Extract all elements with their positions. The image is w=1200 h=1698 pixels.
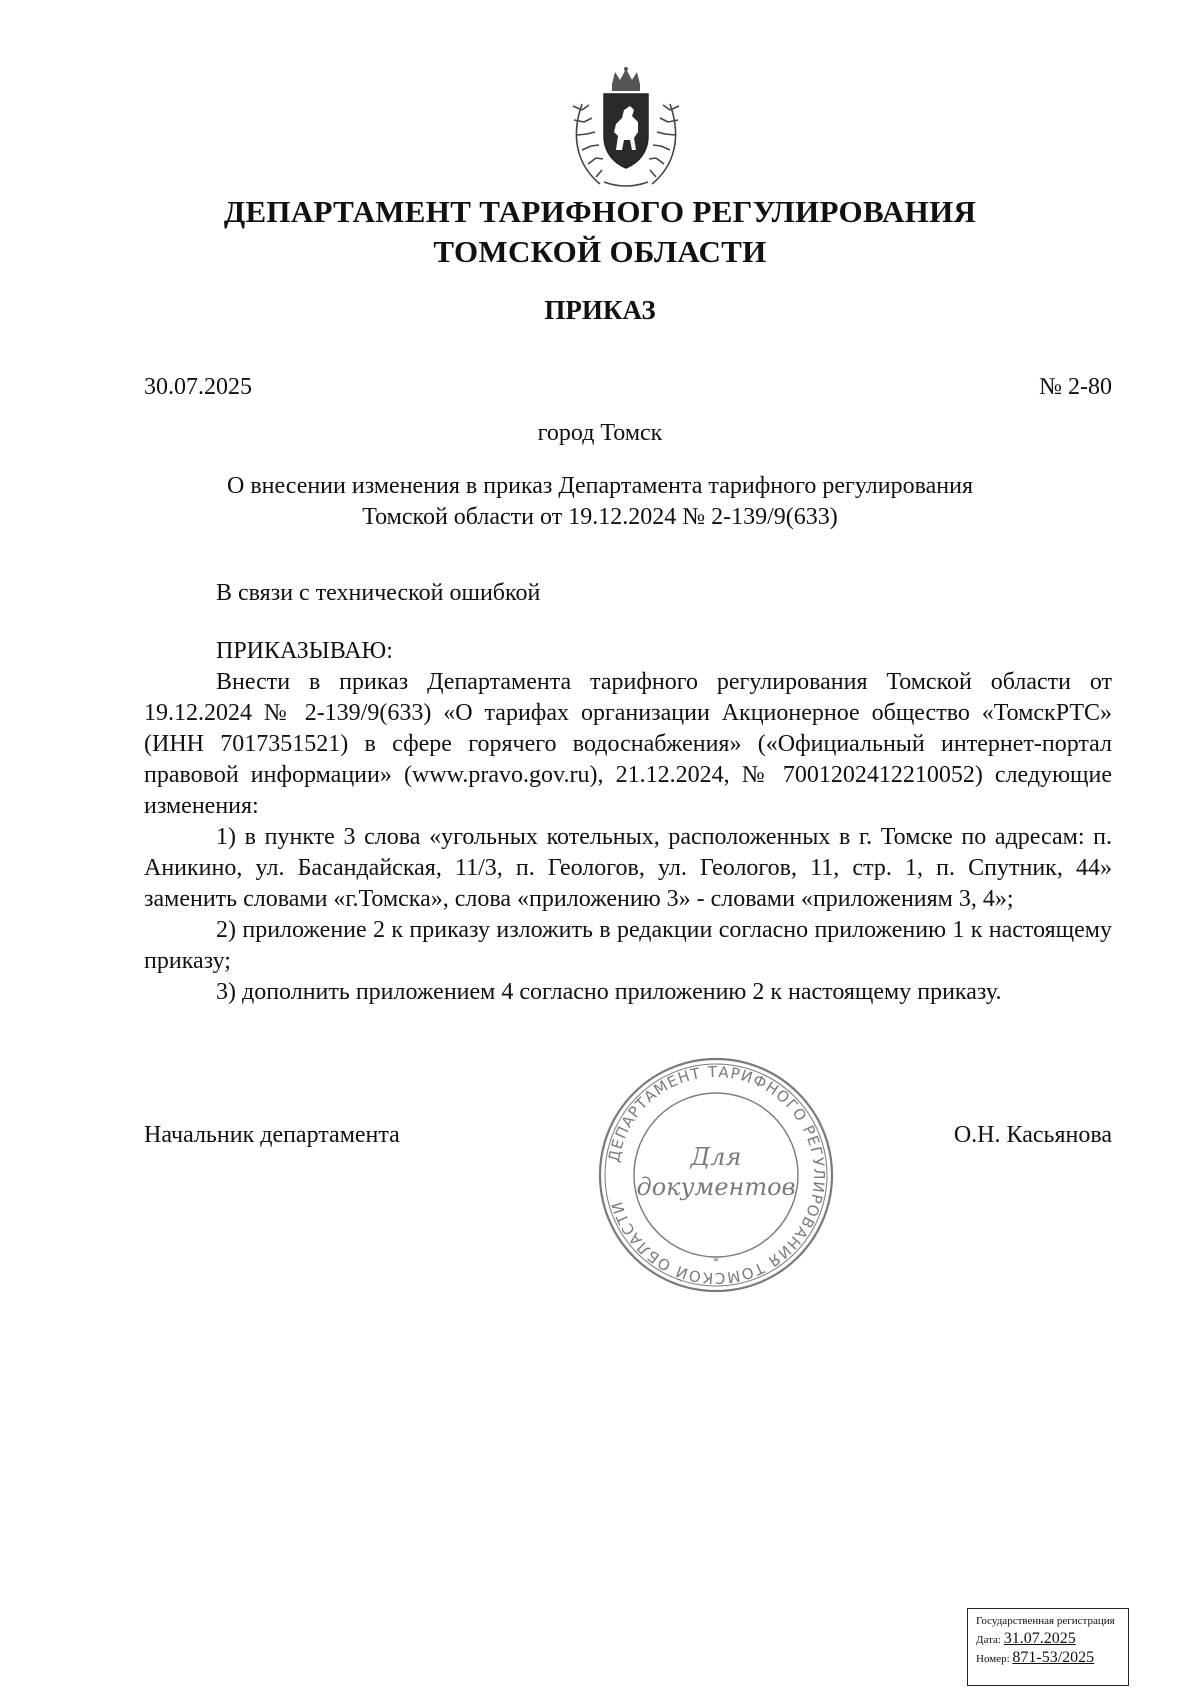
order-basis: В связи с технической ошибкой	[216, 580, 541, 606]
registration-box	[967, 1608, 1129, 1686]
stamp-center-line1: Для	[690, 1143, 742, 1171]
department-title-line1: ДЕПАРТАМЕНТ ТАРИФНОГО РЕГУЛИРОВАНИЯ	[223, 194, 977, 229]
order-number: № 2-80	[1039, 374, 1112, 400]
official-stamp	[596, 1055, 836, 1295]
registration-title: Государственная регистрация	[976, 1615, 1115, 1627]
order-subject-line2: Томской области от 19.12.2024 № 2-139/9(633)	[362, 504, 838, 530]
registration-number-row	[976, 1651, 1120, 1666]
tomsk-oblast-coat-of-arms-icon	[560, 66, 692, 194]
order-date: 30.07.2025	[144, 374, 252, 400]
order-city: город Томск	[537, 420, 663, 446]
signer-role: Начальник департамента	[144, 1122, 400, 1148]
signer-name: О.Н. Касьянова	[953, 1122, 1112, 1148]
registration-number-value: 871-53/2025	[1012, 1649, 1095, 1666]
order-paragraph: 1) в пункте 3 слова «угольных котельных, расположенных в г. Томске по адресам: п. Аникино, ул. Басандайская, 11/3, п. Геологов, ул. Геологов, 11, стр. 1, п. Спутник, 44» заменить словами «г.Томска», слова «приложению 3» - словами «приложениям 3, 4»;	[144, 824, 1112, 912]
order-paragraph: 2) приложение 2 к приказу изложить в редакции согласно приложению 1 к настоящему приказу;	[144, 917, 1112, 974]
stamp-ring-text: ДЕПАРТАМЕНТ ТАРИФНОГО РЕГУЛИРОВАНИЯ ТОМСКОЙ ОБЛАСТИ	[604, 1062, 829, 1288]
registration-number-label: Номер:	[976, 1653, 1010, 1665]
order-paragraph: 3) дополнить приложением 4 согласно приложению 2 к настоящему приказу.	[216, 979, 1002, 1005]
registration-date-label: Дата:	[976, 1634, 1001, 1646]
department-title	[0, 192, 1200, 272]
registration-date-value: 31.07.2025	[1003, 1630, 1076, 1647]
order-paragraph: Внести в приказ Департамента тарифного регулирования Томской области от 19.12.2024 № 2-139/9(633) «О тарифах организации Акционерное общество «ТомскРТС» (ИНН 7017351521) в сфере горячего водоснабжения» («Официальный интернет-портал правовой информации» (www.pravo.gov.ru), 21.12.2024, № 7001202412210052) следующие изменения:	[144, 669, 1112, 819]
order-body	[144, 667, 1112, 1008]
department-title-line2: ТОМСКОЙ ОБЛАСТИ	[433, 234, 767, 269]
order-subject	[160, 471, 1040, 533]
registration-date-row	[976, 1632, 1120, 1647]
document-type: ПРИКАЗ	[544, 295, 656, 325]
order-directive: ПРИКАЗЫВАЮ:	[216, 638, 393, 664]
stamp-star-icon: *	[713, 1254, 719, 1268]
stamp-center-line2: документов	[636, 1173, 796, 1201]
order-subject-line1: О внесении изменения в приказ Департамента тарифного регулирования	[226, 473, 973, 499]
